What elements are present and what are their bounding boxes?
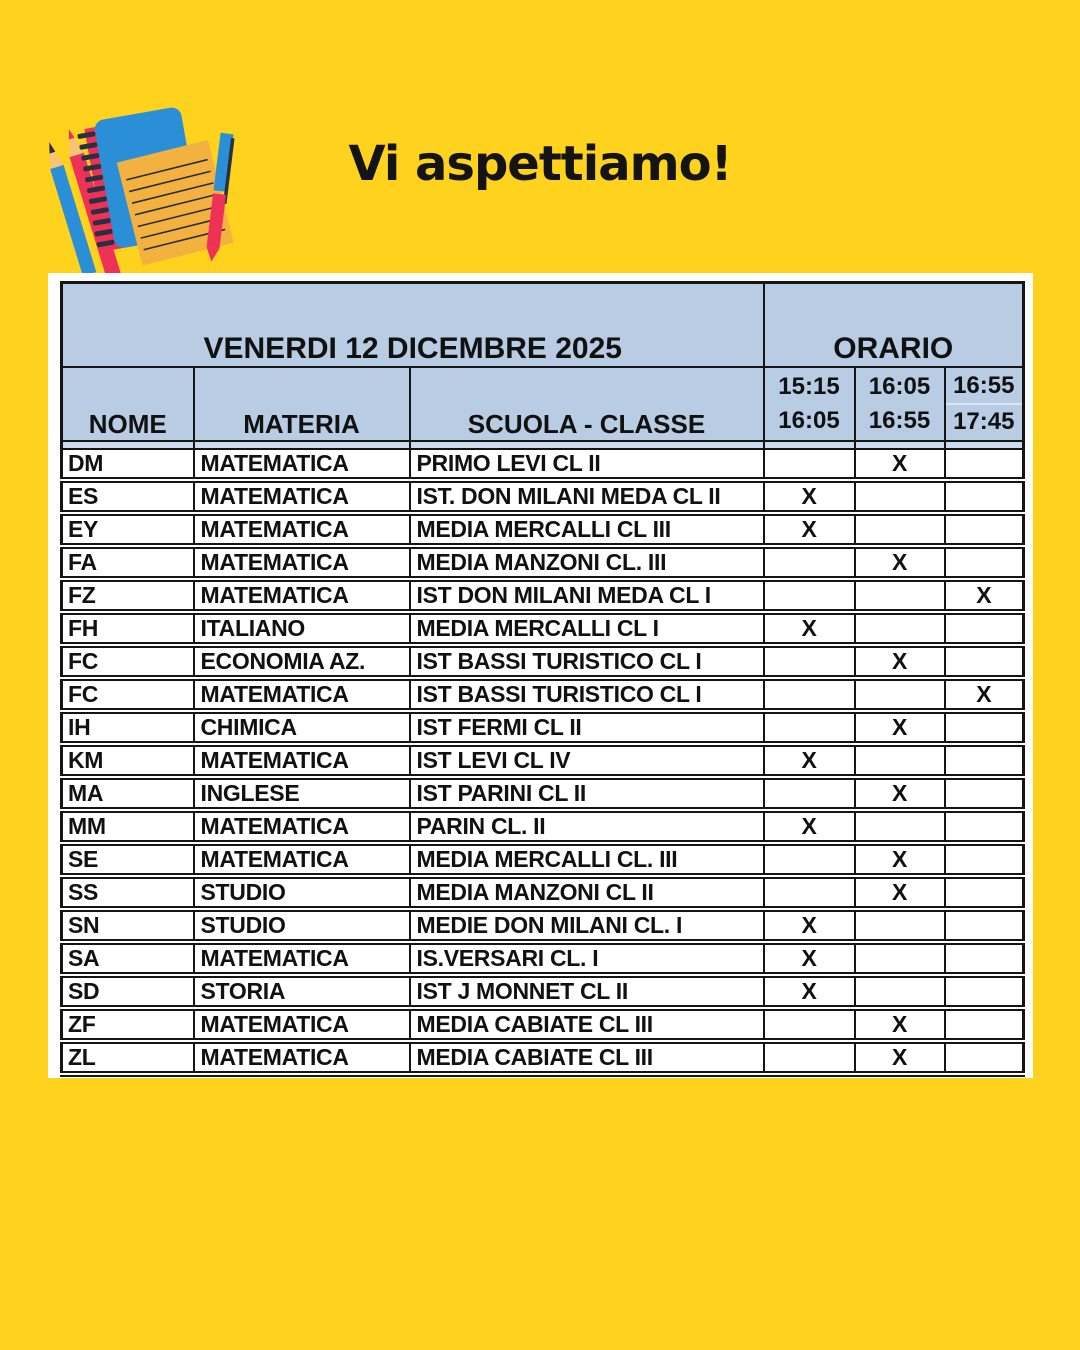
- materia-cell: MATEMATICA: [194, 513, 410, 546]
- scuola-cell: IST J MONNET CL II: [410, 975, 764, 1008]
- slot-mark-cell: X: [764, 513, 855, 546]
- slot-mark-cell: X: [945, 678, 1024, 711]
- scuola-cell: MEDIA MANZONI CL II: [410, 876, 764, 909]
- slot-mark-cell: X: [855, 777, 945, 810]
- materia-cell: ECONOMIA AZ.: [194, 645, 410, 678]
- header-strip-cell: [945, 441, 1024, 449]
- table-row: [62, 579, 1024, 612]
- materia-cell: MATEMATICA: [194, 579, 410, 612]
- slot-mark-cell: [945, 1041, 1024, 1074]
- nome-cell: ES: [62, 480, 194, 513]
- col-header-scuola: SCUOLA - CLASSE: [410, 367, 764, 441]
- slot-mark-cell: [764, 777, 855, 810]
- slot-mark-cell: [855, 909, 945, 942]
- slot-mark-cell: [945, 645, 1024, 678]
- materia-cell: STORIA: [194, 975, 410, 1008]
- nome-cell: KM: [62, 744, 194, 777]
- time-slot-2-start: 16:05: [868, 373, 931, 400]
- slot-mark-cell: [945, 876, 1024, 909]
- date-title: VENERDI 12 DICEMBRE 2025: [62, 283, 764, 368]
- slot-mark-cell: [764, 546, 855, 579]
- scuola-cell: IST BASSI TURISTICO CL I: [410, 645, 764, 678]
- header-strip-cell: [855, 441, 945, 449]
- slot-mark-cell: [945, 942, 1024, 975]
- scuola-cell: MEDIA CABIATE CL III: [410, 1041, 764, 1074]
- table-row: [62, 678, 1024, 711]
- scuola-cell: PARIN CL. II: [410, 810, 764, 843]
- slot-mark-cell: [945, 612, 1024, 645]
- slot-mark-cell: X: [764, 744, 855, 777]
- slot-mark-cell: [945, 810, 1024, 843]
- materia-cell: CHIMICA: [194, 711, 410, 744]
- slot-mark-cell: [764, 645, 855, 678]
- schedule-panel: [48, 273, 1033, 1078]
- header-strip-cell: [764, 441, 855, 449]
- slot-mark-cell: X: [855, 645, 945, 678]
- slot-mark-cell: [764, 579, 855, 612]
- materia-cell: MATEMATICA: [194, 744, 410, 777]
- slot-mark-cell: [855, 744, 945, 777]
- nome-cell: FC: [62, 645, 194, 678]
- nome-cell: SE: [62, 843, 194, 876]
- table-row: [62, 612, 1024, 645]
- materia-cell: STUDIO: [194, 876, 410, 909]
- slot-mark-cell: [855, 975, 945, 1008]
- scuola-cell: IST DON MILANI MEDA CL I: [410, 579, 764, 612]
- slot-mark-cell: X: [764, 480, 855, 513]
- nome-cell: EY: [62, 513, 194, 546]
- nome-cell: IH: [62, 711, 194, 744]
- slot-mark-cell: [764, 1008, 855, 1041]
- table-row: [62, 909, 1024, 942]
- time-slot-1-start: 15:15: [778, 373, 840, 400]
- materia-cell: ITALIANO: [194, 612, 410, 645]
- time-slot-2-end: 16:55: [868, 407, 931, 434]
- header-strip-cell: [62, 441, 194, 449]
- materia-cell: MATEMATICA: [194, 678, 410, 711]
- materia-cell: STUDIO: [194, 909, 410, 942]
- materia-cell: MATEMATICA: [194, 480, 410, 513]
- table-row: [62, 810, 1024, 843]
- page-title: Vi aspettiamo!: [348, 136, 732, 192]
- materia-cell: INGLESE: [194, 777, 410, 810]
- slot-mark-cell: X: [855, 843, 945, 876]
- time-slot-header-3: [945, 367, 1024, 441]
- nome-cell: SD: [62, 975, 194, 1008]
- table-row: [62, 480, 1024, 513]
- nome-cell: ZF: [62, 1008, 194, 1041]
- slot-mark-cell: X: [855, 1008, 945, 1041]
- nome-cell: SN: [62, 909, 194, 942]
- header-strip-cell: [194, 441, 410, 449]
- nome-cell: MM: [62, 810, 194, 843]
- table-row: [62, 843, 1024, 876]
- table-row: [62, 513, 1024, 546]
- header-strip-cell: [410, 441, 764, 449]
- schedule-table: [60, 281, 1025, 1077]
- slot-mark-cell: [764, 843, 855, 876]
- nome-cell: DM: [62, 449, 194, 480]
- scuola-cell: MEDIA MERCALLI CL III: [410, 513, 764, 546]
- slot-mark-cell: [945, 546, 1024, 579]
- table-row: [62, 744, 1024, 777]
- nome-cell: FH: [62, 612, 194, 645]
- slot-mark-cell: [945, 1008, 1024, 1041]
- slot-mark-cell: [945, 480, 1024, 513]
- scuola-cell: IST. DON MILANI MEDA CL II: [410, 480, 764, 513]
- materia-cell: MATEMATICA: [194, 942, 410, 975]
- nome-cell: FC: [62, 678, 194, 711]
- nome-cell: MA: [62, 777, 194, 810]
- slot-mark-cell: [945, 744, 1024, 777]
- slot-mark-cell: [945, 975, 1024, 1008]
- slot-mark-cell: [945, 449, 1024, 480]
- slot-mark-cell: [764, 711, 855, 744]
- scuola-cell: IST LEVI CL IV: [410, 744, 764, 777]
- slot-mark-cell: X: [855, 1041, 945, 1074]
- time-slot-3-end: 17:45: [946, 403, 1023, 439]
- time-slot-3-start: 16:55: [953, 372, 1015, 399]
- slot-mark-cell: [764, 876, 855, 909]
- slot-mark-cell: [855, 579, 945, 612]
- slot-mark-cell: [855, 678, 945, 711]
- slot-mark-cell: X: [764, 909, 855, 942]
- slot-mark-cell: [945, 513, 1024, 546]
- slot-mark-cell: X: [855, 876, 945, 909]
- orario-title: ORARIO: [764, 283, 1024, 368]
- scuola-cell: MEDIE DON MILANI CL. I: [410, 909, 764, 942]
- scuola-cell: IST BASSI TURISTICO CL I: [410, 678, 764, 711]
- scuola-cell: IS.VERSARI CL. I: [410, 942, 764, 975]
- slot-mark-cell: [764, 678, 855, 711]
- column-header-row: [62, 367, 1024, 441]
- table-row: [62, 546, 1024, 579]
- time-slot-header-1: [764, 367, 855, 441]
- slot-mark-cell: [945, 777, 1024, 810]
- schedule-body: [62, 449, 1024, 1074]
- table-row: [62, 777, 1024, 810]
- table-title-row: [62, 283, 1024, 368]
- time-slot-header-2: [855, 367, 945, 441]
- slot-mark-cell: X: [764, 810, 855, 843]
- slot-mark-cell: X: [855, 711, 945, 744]
- slot-mark-cell: [764, 1041, 855, 1074]
- slot-mark-cell: [855, 810, 945, 843]
- nome-cell: FZ: [62, 579, 194, 612]
- slot-mark-cell: X: [945, 579, 1024, 612]
- scuola-cell: IST FERMI CL II: [410, 711, 764, 744]
- table-row: [62, 645, 1024, 678]
- materia-cell: MATEMATICA: [194, 1041, 410, 1074]
- slot-mark-cell: [764, 449, 855, 480]
- nome-cell: SS: [62, 876, 194, 909]
- slot-mark-cell: X: [855, 449, 945, 480]
- nome-cell: FA: [62, 546, 194, 579]
- slot-mark-cell: [945, 711, 1024, 744]
- table-row: [62, 711, 1024, 744]
- table-row: [62, 942, 1024, 975]
- table-row: [62, 876, 1024, 909]
- scuola-cell: MEDIA MANZONI CL. III: [410, 546, 764, 579]
- col-header-nome: NOME: [62, 367, 194, 441]
- table-row: [62, 1041, 1024, 1074]
- slot-mark-cell: [945, 843, 1024, 876]
- scuola-cell: MEDIA MERCALLI CL I: [410, 612, 764, 645]
- slot-mark-cell: X: [764, 942, 855, 975]
- scuola-cell: IST PARINI CL II: [410, 777, 764, 810]
- scuola-cell: MEDIA CABIATE CL III: [410, 1008, 764, 1041]
- materia-cell: MATEMATICA: [194, 810, 410, 843]
- table-row: [62, 975, 1024, 1008]
- nome-cell: SA: [62, 942, 194, 975]
- slot-mark-cell: [855, 480, 945, 513]
- time-slot-1-end: 16:05: [778, 407, 840, 434]
- scuola-cell: MEDIA MERCALLI CL. III: [410, 843, 764, 876]
- materia-cell: MATEMATICA: [194, 843, 410, 876]
- materia-cell: MATEMATICA: [194, 449, 410, 480]
- slot-mark-cell: [855, 942, 945, 975]
- scuola-cell: PRIMO LEVI CL II: [410, 449, 764, 480]
- slot-mark-cell: X: [764, 975, 855, 1008]
- materia-cell: MATEMATICA: [194, 1008, 410, 1041]
- slot-mark-cell: X: [855, 546, 945, 579]
- slot-mark-cell: [945, 909, 1024, 942]
- table-row: [62, 1008, 1024, 1041]
- slot-mark-cell: [855, 513, 945, 546]
- materia-cell: MATEMATICA: [194, 546, 410, 579]
- nome-cell: ZL: [62, 1041, 194, 1074]
- col-header-materia: MATERIA: [194, 367, 410, 441]
- slot-mark-cell: X: [764, 612, 855, 645]
- table-row: [62, 449, 1024, 480]
- header-strip-row: [62, 441, 1024, 449]
- slot-mark-cell: [855, 612, 945, 645]
